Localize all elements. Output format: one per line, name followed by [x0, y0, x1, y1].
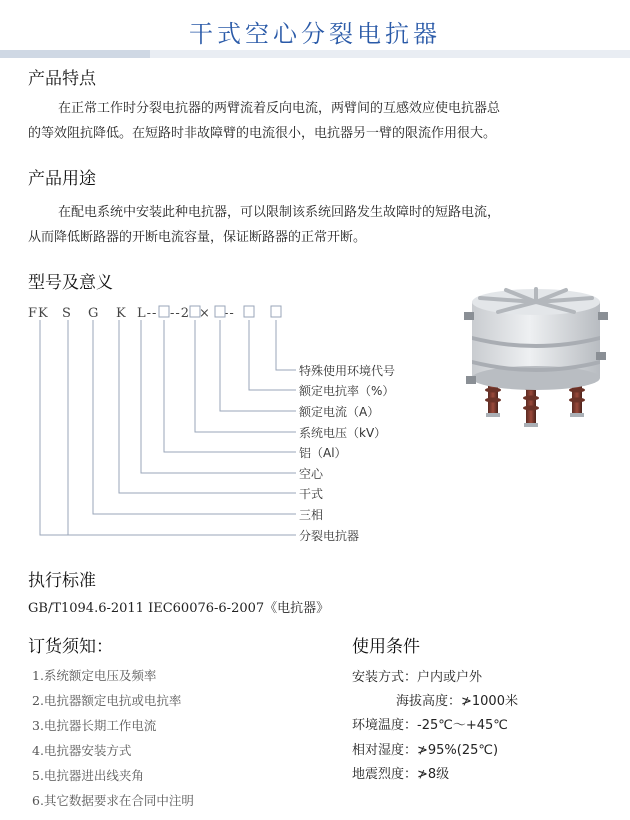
order-item-6: 6.其它数据要求在合同中注明: [32, 793, 194, 808]
order-item-1: 1.系统额定电压及频率: [32, 668, 157, 683]
features-heading: 产品特点: [28, 69, 96, 89]
usage-heading: 产品用途: [28, 169, 96, 189]
model-code-l: L--: [137, 306, 158, 321]
model-label-current: 额定电流（A）: [299, 405, 380, 419]
usage-line-2: 从而降低断路器的开断电流容量，保证断路器的正常开断。: [28, 230, 367, 245]
model-label-three-phase: 三相: [299, 508, 324, 522]
order-item-4: 4.电抗器安装方式: [32, 743, 132, 758]
placeholder-box-4: [244, 306, 254, 317]
conditions-heading: 使用条件: [352, 637, 420, 657]
reactor-product-image: [458, 272, 618, 432]
condition-temperature: 环境温度：-25℃～+45℃: [352, 718, 508, 733]
standard-heading: 执行标准: [28, 571, 96, 591]
model-label-special: 特殊使用环境代号: [299, 364, 396, 378]
model-code-g: G: [88, 306, 100, 321]
model-label-aluminum: 铝（Al）: [299, 446, 347, 460]
order-heading: 订货须知：: [28, 637, 113, 657]
usage-line-1: 在配电系统中安装此种电抗器，可以限制该系统回路发生故障时的短路电流，: [58, 205, 501, 220]
condition-install: 安装方式：户内或户外: [352, 670, 483, 685]
placeholder-box-1: [159, 306, 169, 317]
model-heading: 型号及意义: [28, 273, 113, 293]
condition-altitude: 海拔高度：≯1000米: [396, 694, 518, 709]
model-code-dash: --: [224, 306, 235, 321]
model-label-air-core: 空心: [299, 467, 324, 481]
order-item-3: 3.电抗器长期工作电流: [32, 718, 157, 733]
placeholder-box-2: [190, 306, 200, 317]
order-item-2: 2.电抗器额定电抗或电抗率: [32, 693, 182, 708]
model-code-times: ×: [199, 306, 211, 321]
page-title: 干式空心分裂电抗器: [189, 20, 441, 48]
features-line-2: 的等效阻抗降低。在短路时非故障臂的电流很小，电抗器另一臂的限流作用很大。: [28, 126, 497, 141]
condition-humidity: 相对湿度：≯95%(25℃): [352, 743, 499, 758]
model-label-voltage: 系统电压（kV）: [299, 426, 387, 440]
placeholder-box-3: [215, 306, 225, 317]
model-code-2: --2: [170, 306, 191, 321]
model-code-fk: FK: [28, 306, 49, 321]
order-item-5: 5.电抗器进出线夹角: [32, 768, 144, 783]
model-label-dry-type: 干式: [299, 487, 324, 501]
placeholder-box-5: [271, 306, 281, 317]
model-code-k: K: [116, 306, 127, 321]
condition-seismic: 地震烈度：≯8级: [352, 767, 450, 782]
model-label-split-reactor: 分裂电抗器: [299, 529, 360, 543]
standard-text: GB/T1094.6-2011 IEC60076-6-2007《电抗器》: [28, 601, 330, 616]
features-line-1: 在正常工作时分裂电抗器的两臂流着反向电流，两臂间的互感效应使电抗器总: [58, 101, 501, 116]
model-label-reactance-rate: 额定电抗率（%）: [299, 384, 395, 398]
model-code-s: S: [62, 306, 72, 321]
